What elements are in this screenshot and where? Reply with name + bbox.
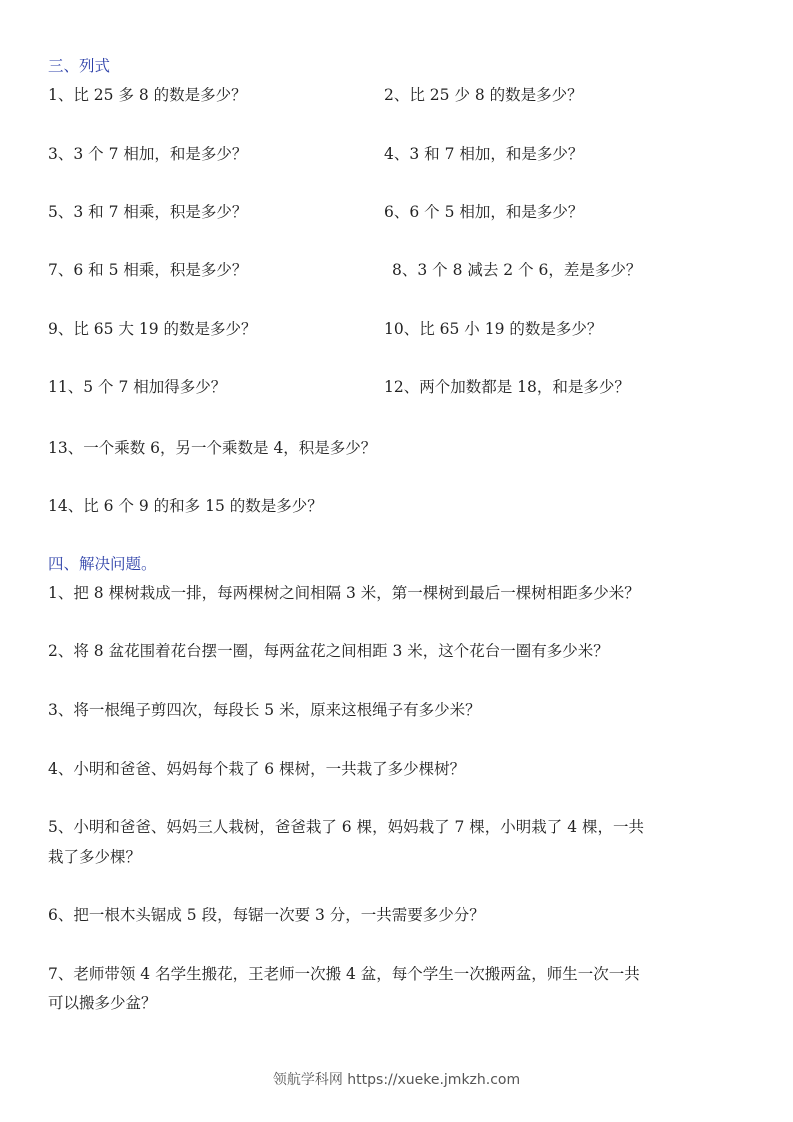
problem-4-4: 4、小明和爸爸、妈妈每个栽了 6 棵树，一共栽了多少棵树？ xyxy=(48,760,466,778)
footer-watermark: 领航学科网 https://xueke.jmkzh.com xyxy=(272,1072,521,1088)
problem-4-1: 1、把 8 棵树栽成一排，每两棵树之间相隔 3 米，第一棵树到最后一棵树相距多少米？ xyxy=(48,584,640,602)
question-3-5: 5、3 和 7 相乘，积是多少？ xyxy=(48,203,248,221)
question-3-13: 13、一个乘数 6，另一个乘数是 4，积是多少？ xyxy=(48,439,377,457)
problem-4-7-line-1: 7、老师带领 4 名学生搬花，王老师一次搬 4 盆，每个学生一次搬两盆，师生一次一共 xyxy=(48,965,640,983)
question-3-11: 11、5 个 7 相加得多少？ xyxy=(48,378,227,396)
question-3-3: 3、3 个 7 相加，和是多少？ xyxy=(48,145,248,163)
problem-4-2: 2、将 8 盆花围着花台摆一圈，每两盆花之间相距 3 米，这个花台一圈有多少米？ xyxy=(48,642,609,660)
section-4-heading: 四、解决问题。 xyxy=(48,555,157,573)
problem-4-5-line-2: 栽了多少棵？ xyxy=(48,848,142,866)
question-3-9: 9、比 65 大 19 的数是多少？ xyxy=(48,320,257,338)
question-3-7: 7、6 和 5 相乘，积是多少？ xyxy=(48,261,248,279)
question-3-14: 14、比 6 个 9 的和多 15 的数是多少？ xyxy=(48,497,323,515)
problem-4-6: 6、把一根木头锯成 5 段，每锯一次要 3 分，一共需要多少分？ xyxy=(48,906,485,924)
problem-4-7-line-2: 可以搬多少盆？ xyxy=(48,994,157,1012)
question-3-4: 4、3 和 7 相加，和是多少？ xyxy=(384,145,584,163)
question-3-10: 10、比 65 小 19 的数是多少？ xyxy=(384,320,603,338)
problem-4-3: 3、将一根绳子剪四次，每段长 5 米，原来这根绳子有多少米？ xyxy=(48,701,481,719)
question-3-6: 6、6 个 5 相加，和是多少？ xyxy=(384,203,584,221)
section-3-heading: 三、列式 xyxy=(48,57,111,75)
question-3-8: 8、3 个 8 减去 2 个 6，差是多少？ xyxy=(392,261,642,279)
problem-4-5-line-1: 5、小明和爸爸、妈妈三人栽树，爸爸栽了 6 棵，妈妈栽了 7 棵，小明栽了 4 棵，一共 xyxy=(48,818,645,836)
question-3-2: 2、比 25 少 8 的数是多少？ xyxy=(384,86,583,104)
question-3-1: 1、比 25 多 8 的数是多少？ xyxy=(48,86,247,104)
question-3-12: 12、两个加数都是 18，和是多少？ xyxy=(384,378,630,396)
